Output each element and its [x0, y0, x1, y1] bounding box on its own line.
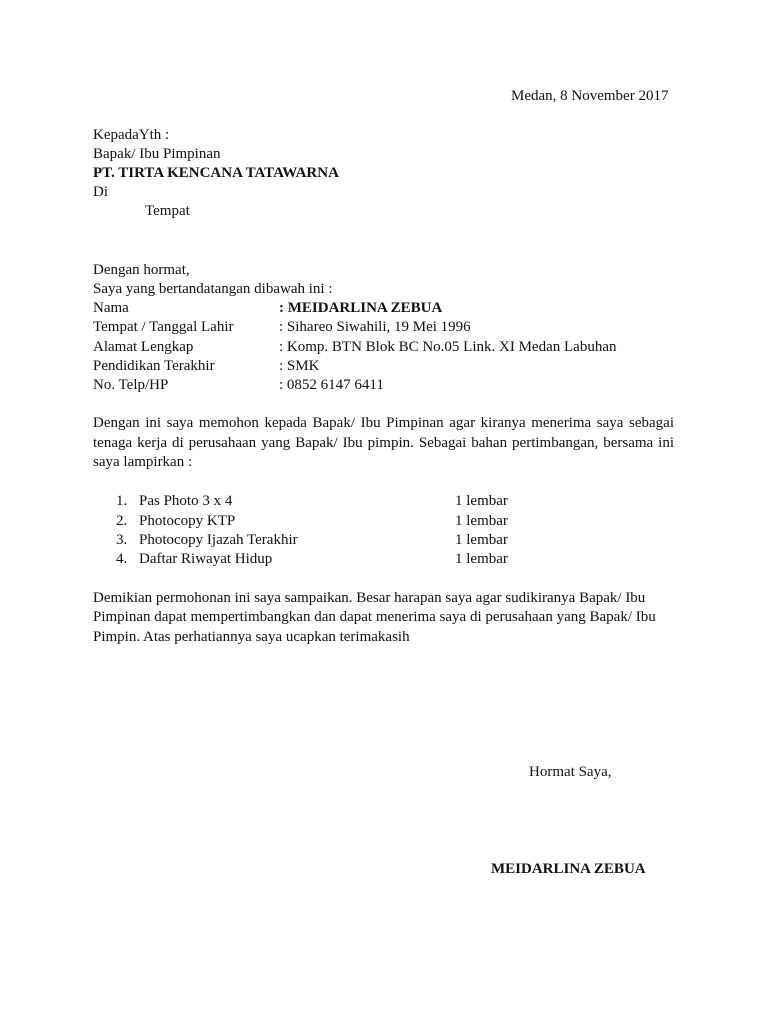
attachment-number: 2. [116, 513, 128, 529]
attachment-qty: 1 lembar [455, 493, 508, 509]
identity-label-education: Pendidikan Terakhir [93, 358, 215, 374]
attachment-item: Photocopy KTP [139, 513, 236, 529]
salutation: Dengan hormat, [93, 262, 190, 278]
recipient-di: Di [93, 184, 108, 200]
identity-value-address: : Komp. BTN Blok BC No.05 Link. XI Medan Labuhan [279, 339, 617, 355]
identity-label-name: Nama [93, 300, 129, 316]
body-paragraph-request: Dengan ini saya memohon kepada Bapak/ Ibu Pimpinan agar kiranya menerima saya sebagai tenaga kerja di perusahaan yang Bapak/ Ibu pimpin. Sebagai bahan pertimbangan, bersama ini saya lampirkan : [93, 415, 674, 470]
attachment-qty: 1 lembar [455, 532, 508, 548]
intro-line: Saya yang bertandatangan dibawah ini : [93, 281, 333, 297]
identity-label-phone: No. Telp/HP [93, 377, 169, 393]
identity-value-birth: : Sihareo Siwahili, 19 Mei 1996 [279, 319, 471, 335]
identity-value-name: : MEIDARLINA ZEBUA [279, 300, 443, 316]
identity-label-birth: Tempat / Tanggal Lahir [93, 319, 234, 335]
closing-line: Demikian permohonan ini saya sampaikan. Besar harapan saya agar sudikiranya Bapak/ Ibu [93, 590, 646, 606]
attachment-qty: 1 lembar [455, 551, 508, 567]
attachment-qty: 1 lembar [455, 513, 508, 529]
recipient-position: Bapak/ Ibu Pimpinan [93, 146, 221, 162]
recipient-place: Tempat [145, 203, 190, 219]
identity-value-phone: : 0852 6147 6411 [279, 377, 384, 393]
recipient-greeting: KepadaYth : [93, 127, 170, 143]
recipient-company: PT. TIRTA KENCANA TATAWARNA [93, 165, 339, 181]
attachment-number: 4. [116, 551, 128, 567]
signature-regards: Hormat Saya, [529, 764, 612, 780]
attachment-number: 3. [116, 532, 128, 548]
closing-line: Pimpin. Atas perhatiannya saya ucapkan terimakasih [93, 629, 410, 645]
attachment-item: Pas Photo 3 x 4 [139, 493, 233, 509]
letter-date: Medan, 8 November 2017 [511, 88, 669, 104]
identity-value-education: : SMK [279, 358, 320, 374]
attachment-number: 1. [116, 493, 128, 509]
identity-label-address: Alamat Lengkap [93, 339, 194, 355]
closing-line: Pimpinan dapat mempertimbangkan dan dapat menerima saya di perusahaan yang Bapak/ Ibu [93, 609, 656, 625]
attachment-item: Daftar Riwayat Hidup [139, 551, 273, 567]
signature-name: MEIDARLINA ZEBUA [491, 861, 646, 877]
attachment-item: Photocopy Ijazah Terakhir [139, 532, 298, 548]
